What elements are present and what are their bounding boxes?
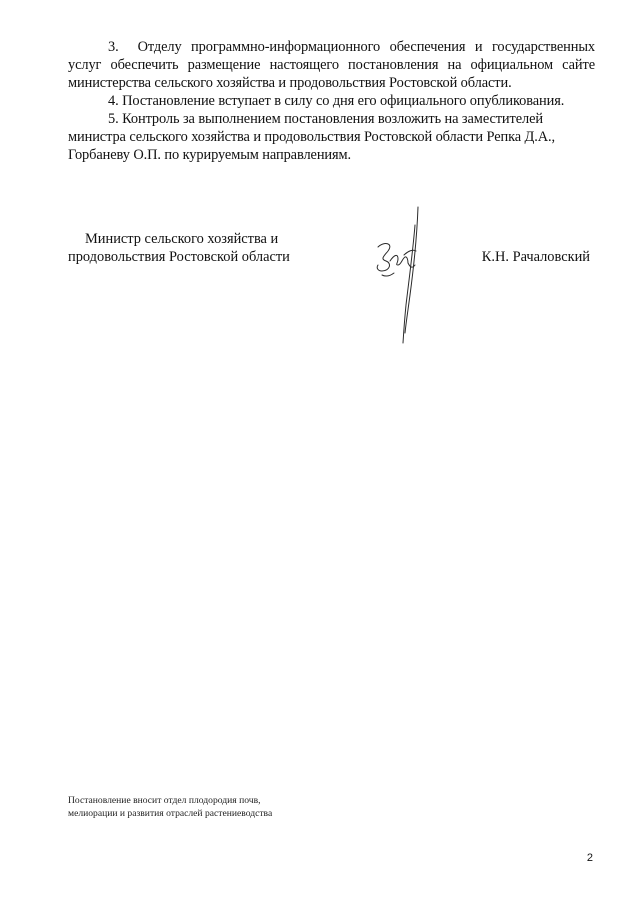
paragraph-5: 5. Контроль за выполнением постановления возложить на заместителей министра сельского хозяйства и продовольствия Ростовской области Репка Д.А., Горбаневу О.П. по курируемым направлениям. bbox=[68, 111, 556, 163]
signer-title bbox=[68, 230, 290, 266]
signature-block bbox=[68, 227, 595, 357]
handwritten-signature-icon bbox=[368, 205, 438, 350]
paragraph-4: 4. Постановление вступает в силу со дня его официального опубликования. bbox=[108, 93, 565, 109]
signer-title-line-1: Министр сельского хозяйства и bbox=[85, 231, 279, 247]
footnote-line-1: Постановление вносит отдел плодородия почв, bbox=[68, 795, 261, 806]
signer-title-line-2: продовольствия Ростовской области bbox=[68, 249, 290, 265]
paragraph-3: 3. Отделу программно-информационного обеспечения и государственных услуг обеспечить размещение настоящего постановления на официальном сайте министерства сельского хозяйства и продовольствия Ростовской области. bbox=[68, 39, 595, 91]
footnote-line-2: мелиорации и развития отраслей растениеводства bbox=[68, 808, 273, 819]
page-number: 2 bbox=[586, 852, 593, 864]
footnote bbox=[68, 794, 272, 820]
document-body bbox=[68, 38, 595, 164]
signer-name: К.Н. Рачаловский bbox=[481, 249, 590, 265]
